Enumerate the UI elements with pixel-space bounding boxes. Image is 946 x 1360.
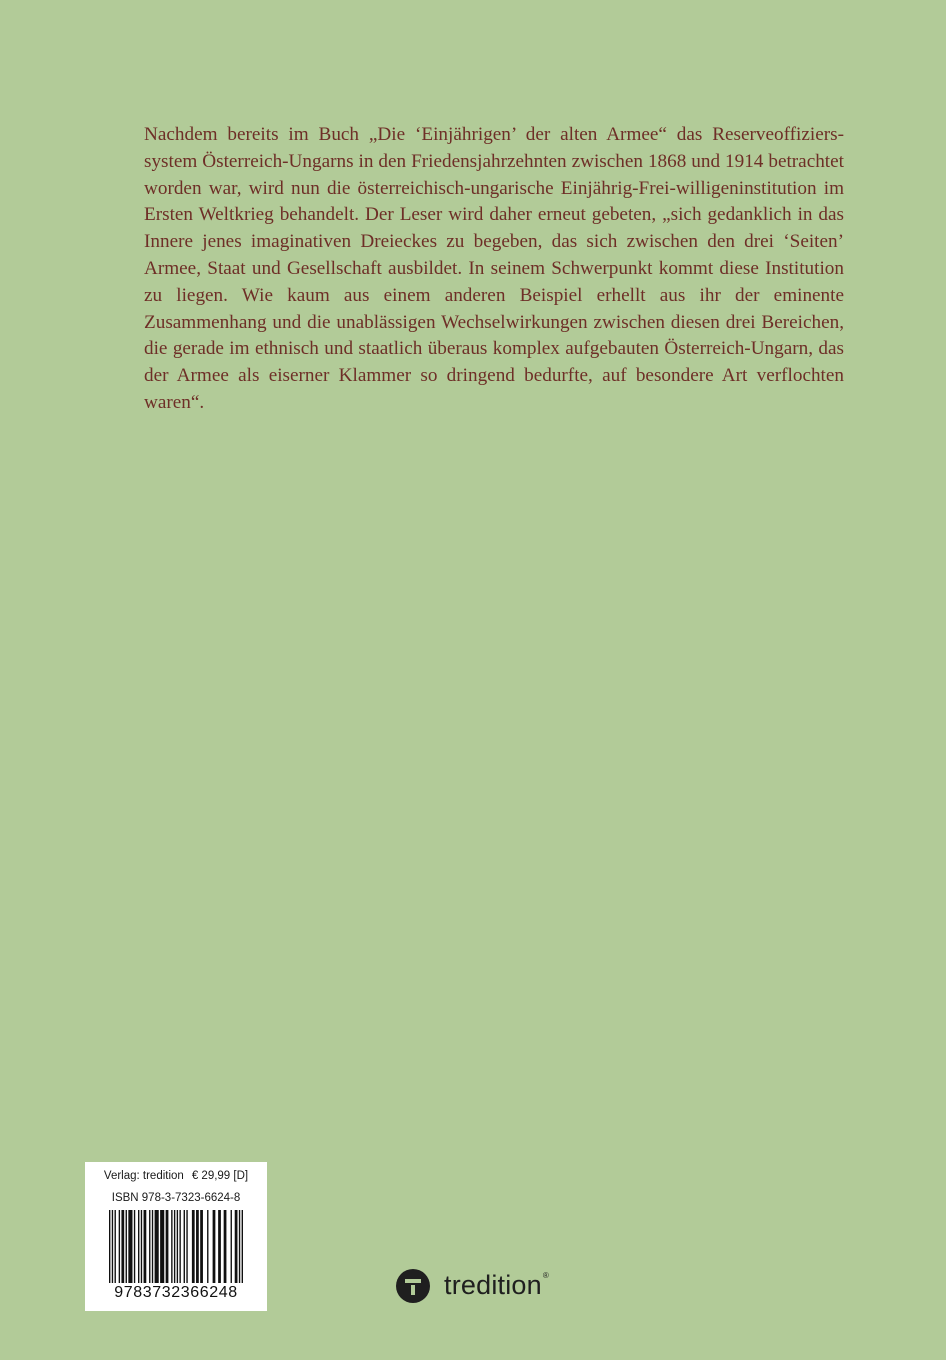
barcode-bar <box>196 1210 199 1283</box>
barcode-bar <box>115 1210 116 1283</box>
blurb-text: Nachdem bereits im Buch „Die ‘Einjährigen’ der alten Armee“ das Reserveoffiziers-system Österreich-Ungarns in den Friedensjahrzehnten zwischen 1868 und 1914 betrachtet worden war, wird nun die österreichisch-ungarische Einjährig-Frei-willigeninstitution im Ersten Weltkrieg behandelt. Der Leser wird daher erneut gebeten, „sich gedanklich in das Innere jenes imaginativen Dreieckes zu begeben, das sich zwischen den drei ‘Seiten’ Armee, Staat und Gesellschaft ausbildet. In seinem Schwerpunkt kommt diese Institution zu liegen. Wie kaum aus einem anderen Beispiel erhellt aus ihr der eminente Zusammenhang und die unablässigen Wechselwirkungen zwischen diesen drei Bereichen, die gerade im ethnisch und staatlich überaus komplex aufgebauten Österreich-Ungarn, das der Armee als eiserner Klammer so dringend bedurfte, auf besondere Art verflochten waren“. <box>144 124 844 413</box>
publisher-label: Verlag: tredition <box>103 1170 184 1182</box>
barcode-bar <box>134 1210 135 1283</box>
barcode-bar <box>224 1210 227 1283</box>
barcode-bar <box>155 1210 159 1283</box>
barcode-bar <box>152 1210 153 1283</box>
barcode-bar <box>119 1210 120 1283</box>
tredition-logo-icon <box>396 1269 430 1303</box>
barcode-bar <box>149 1210 150 1283</box>
barcode-box <box>85 1162 267 1311</box>
publisher-logo <box>396 1268 549 1304</box>
barcode-bar <box>177 1210 178 1283</box>
barcode-bar <box>207 1210 208 1283</box>
barcode-bar <box>166 1210 169 1283</box>
registered-mark: ® <box>542 1270 549 1280</box>
barcode-bar <box>144 1210 147 1283</box>
isbn-label: ISBN 978-3-7323-6624-8 <box>111 1192 241 1204</box>
barcode-bar <box>171 1210 172 1283</box>
barcode-bar <box>141 1210 142 1283</box>
barcode-bar <box>213 1210 216 1283</box>
logo-wordmark: tredition <box>444 1269 542 1300</box>
barcode-bar <box>179 1210 180 1283</box>
barcode-bar <box>126 1210 127 1283</box>
barcode-bar <box>109 1210 110 1283</box>
barcode-bar <box>218 1210 221 1283</box>
barcode-bar <box>138 1210 139 1283</box>
barcode-bar <box>128 1210 132 1283</box>
barcode-bar <box>184 1210 185 1283</box>
barcode-bar <box>239 1210 240 1283</box>
barcode-bar <box>231 1210 232 1283</box>
barcode-bar <box>186 1210 187 1283</box>
barcode-bar <box>174 1210 175 1283</box>
barcode-bar <box>200 1210 203 1283</box>
barcode-bar <box>235 1210 238 1283</box>
barcode-bar <box>121 1210 124 1283</box>
ean-digits: 9783732366248 <box>114 1284 238 1301</box>
barcode-bars <box>109 1210 243 1283</box>
barcode-bar <box>192 1210 195 1283</box>
barcode-bar <box>242 1210 243 1283</box>
barcode-bar <box>112 1210 113 1283</box>
price-label: € 29,99 [D] <box>191 1170 249 1182</box>
barcode-bar <box>160 1210 164 1283</box>
price-line <box>85 1170 267 1182</box>
